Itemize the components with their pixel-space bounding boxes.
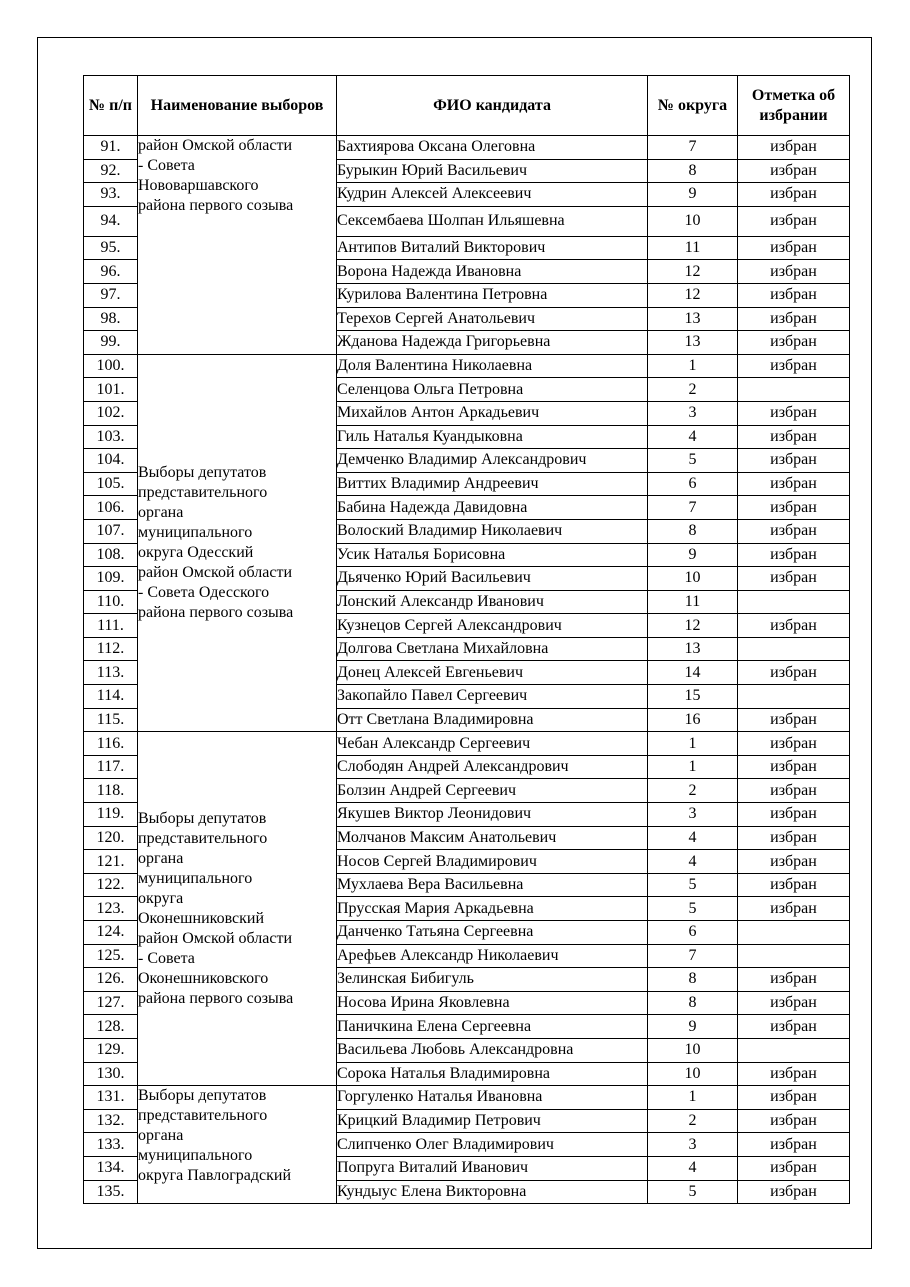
row-number: 99.: [84, 331, 138, 355]
row-number: 104.: [84, 449, 138, 473]
row-number: 125.: [84, 944, 138, 968]
row-number: 91.: [84, 136, 138, 160]
row-number: 119.: [84, 803, 138, 827]
election-name: [138, 732, 337, 1086]
row-number: 109.: [84, 567, 138, 591]
election-mark: избран: [738, 873, 850, 897]
election-mark: избран: [738, 206, 850, 236]
district-number: 3: [648, 803, 738, 827]
district-number: 13: [648, 637, 738, 661]
election-results-table: [83, 75, 850, 1204]
candidate-name: Отт Светлана Владимировна: [337, 708, 648, 732]
district-number: 2: [648, 378, 738, 402]
election-name: [138, 136, 337, 355]
district-number: 12: [648, 614, 738, 638]
district-number: 5: [648, 1180, 738, 1204]
election-name-line: Выборы депутатов: [138, 1087, 267, 1105]
district-number: 2: [648, 779, 738, 803]
candidate-name: Усик Наталья Борисовна: [337, 543, 648, 567]
district-number: 5: [648, 897, 738, 921]
candidate-name: Терехов Сергей Анатольевич: [337, 307, 648, 331]
election-mark: избран: [738, 472, 850, 496]
district-number: 9: [648, 1015, 738, 1039]
election-name-line: органа: [138, 504, 184, 521]
candidate-name: Долгова Светлана Михайловна: [337, 637, 648, 661]
election-name-line: округа: [138, 889, 184, 907]
district-number: 15: [648, 685, 738, 709]
row-number: 105.: [84, 472, 138, 496]
district-number: 1: [648, 755, 738, 779]
election-mark: избран: [738, 1015, 850, 1039]
election-mark: [738, 637, 850, 661]
candidate-name: Васильева Любовь Александровна: [337, 1038, 648, 1062]
district-number: 4: [648, 850, 738, 874]
candidate-name: Бахтиярова Оксана Олеговна: [337, 136, 648, 160]
candidate-name: Гиль Наталья Куандыковна: [337, 425, 648, 449]
election-name-line: район Омской области: [138, 137, 293, 154]
election-mark: избран: [738, 136, 850, 160]
district-number: 7: [648, 944, 738, 968]
candidate-name: Бурыкин Юрий Васильевич: [337, 159, 648, 183]
candidate-name: Селенцова Ольга Петровна: [337, 378, 648, 402]
district-number: 1: [648, 354, 738, 378]
election-mark: избран: [738, 661, 850, 685]
row-number: 117.: [84, 755, 138, 779]
candidate-name: Дьяченко Юрий Васильевич: [337, 567, 648, 591]
election-mark: избран: [738, 779, 850, 803]
row-number: 115.: [84, 708, 138, 732]
election-mark: избран: [738, 708, 850, 732]
row-number: 92.: [84, 159, 138, 183]
election-mark: избран: [738, 354, 850, 378]
district-number: 12: [648, 283, 738, 307]
row-number: 114.: [84, 685, 138, 709]
election-mark: избран: [738, 803, 850, 827]
election-name-line: муниципального: [138, 1147, 253, 1165]
candidate-name: Прусская Мария Аркадьевна: [337, 897, 648, 921]
election-mark: [738, 685, 850, 709]
row-number: 112.: [84, 637, 138, 661]
district-number: 11: [648, 236, 738, 260]
district-number: 8: [648, 519, 738, 543]
candidate-name: Носов Сергей Владимирович: [337, 850, 648, 874]
candidate-name: Кузнецов Сергей Александрович: [337, 614, 648, 638]
district-number: 4: [648, 826, 738, 850]
candidate-name: Горгуленко Наталья Ивановна: [337, 1086, 648, 1110]
row-number: 100.: [84, 354, 138, 378]
district-number: 1: [648, 1086, 738, 1110]
election-name-line: района первого созыва: [138, 197, 294, 214]
candidate-name: Якушев Виктор Леонидович: [337, 803, 648, 827]
candidate-name: Курилова Валентина Петровна: [337, 283, 648, 307]
election-mark: избран: [738, 283, 850, 307]
district-number: 9: [648, 183, 738, 207]
header-election: Наименование выборов: [138, 76, 337, 136]
row-number: 106.: [84, 496, 138, 520]
district-number: 4: [648, 425, 738, 449]
election-name-line: район Омской области: [138, 929, 293, 947]
row-number: 102.: [84, 401, 138, 425]
election-name-line: Оконешниковский: [138, 909, 265, 927]
candidate-name: Антипов Виталий Викторович: [337, 236, 648, 260]
election-mark: избран: [738, 567, 850, 591]
election-mark: избран: [738, 1109, 850, 1133]
candidate-name: Жданова Надежда Григорьевна: [337, 331, 648, 355]
candidate-name: Лонский Александр Иванович: [337, 590, 648, 614]
row-number: 107.: [84, 519, 138, 543]
candidate-name: Михайлов Антон Аркадьевич: [337, 401, 648, 425]
district-number: 5: [648, 449, 738, 473]
district-number: 13: [648, 331, 738, 355]
district-number: 4: [648, 1156, 738, 1180]
row-number: 120.: [84, 826, 138, 850]
table-header-row: [84, 76, 850, 136]
election-mark: [738, 921, 850, 945]
candidate-name: Попруга Виталий Иванович: [337, 1156, 648, 1180]
row-number: 118.: [84, 779, 138, 803]
election-mark: избран: [738, 897, 850, 921]
district-number: 8: [648, 968, 738, 992]
election-name-line: представительного: [138, 484, 268, 501]
election-name-line: органа: [138, 849, 184, 867]
district-number: 7: [648, 136, 738, 160]
row-number: 98.: [84, 307, 138, 331]
candidate-name: Болзин Андрей Сергеевич: [337, 779, 648, 803]
row-number: 103.: [84, 425, 138, 449]
district-number: 10: [648, 567, 738, 591]
election-mark: [738, 378, 850, 402]
election-mark: избран: [738, 183, 850, 207]
candidate-name: Закопайло Павел Сергеевич: [337, 685, 648, 709]
election-mark: избран: [738, 159, 850, 183]
election-mark: избран: [738, 991, 850, 1015]
district-number: 6: [648, 472, 738, 496]
election-mark: избран: [738, 449, 850, 473]
candidate-name: Демченко Владимир Александрович: [337, 449, 648, 473]
election-name-line: муниципального: [138, 524, 253, 541]
row-number: 133.: [84, 1133, 138, 1157]
election-mark: избран: [738, 496, 850, 520]
district-number: 9: [648, 543, 738, 567]
election-name: [138, 354, 337, 732]
election-mark: избран: [738, 1133, 850, 1157]
candidate-name: Мухлаева Вера Васильевна: [337, 873, 648, 897]
district-number: 11: [648, 590, 738, 614]
election-mark: избран: [738, 1062, 850, 1086]
row-number: 93.: [84, 183, 138, 207]
district-number: 2: [648, 1109, 738, 1133]
row-number: 113.: [84, 661, 138, 685]
election-mark: избран: [738, 1156, 850, 1180]
row-number: 96.: [84, 260, 138, 284]
header-district: № округа: [648, 76, 738, 136]
district-number: 13: [648, 307, 738, 331]
row-number: 108.: [84, 543, 138, 567]
candidate-name: Ворона Надежда Ивановна: [337, 260, 648, 284]
candidate-name: Виттих Владимир Андреевич: [337, 472, 648, 496]
election-name-line: представительного: [138, 829, 268, 847]
table-row: [84, 136, 850, 160]
header-mark: Отметка об избрании: [738, 76, 850, 136]
election-name-line: Выборы депутатов: [138, 464, 267, 481]
candidate-name: Зелинская Бибигуль: [337, 968, 648, 992]
table-row: [84, 732, 850, 756]
election-mark: [738, 1038, 850, 1062]
candidate-name: Носова Ирина Яковлевна: [337, 991, 648, 1015]
election-name-line: Выборы депутатов: [138, 809, 267, 827]
district-number: 3: [648, 401, 738, 425]
election-mark: избран: [738, 968, 850, 992]
row-number: 129.: [84, 1038, 138, 1062]
row-number: 134.: [84, 1156, 138, 1180]
election-name-line: - Совета: [138, 949, 195, 967]
row-number: 116.: [84, 732, 138, 756]
candidate-name: Сексембаева Шолпан Ильяшевна: [337, 206, 648, 236]
election-mark: избран: [738, 755, 850, 779]
election-mark: [738, 944, 850, 968]
election-mark: избран: [738, 260, 850, 284]
district-number: 10: [648, 206, 738, 236]
election-mark: избран: [738, 732, 850, 756]
election-mark: избран: [738, 425, 850, 449]
election-mark: избран: [738, 519, 850, 543]
election-name-line: округа Одесский: [138, 544, 254, 561]
election-mark: избран: [738, 331, 850, 355]
district-number: 14: [648, 661, 738, 685]
row-number: 110.: [84, 590, 138, 614]
election-mark: избран: [738, 543, 850, 567]
election-mark: избран: [738, 1086, 850, 1110]
header-candidate: ФИО кандидата: [337, 76, 648, 136]
candidate-name: Донец Алексей Евгеньевич: [337, 661, 648, 685]
election-mark: [738, 590, 850, 614]
candidate-name: Кундыус Елена Викторовна: [337, 1180, 648, 1204]
candidate-name: Данченко Татьяна Сергеевна: [337, 921, 648, 945]
row-number: 95.: [84, 236, 138, 260]
table-row: [84, 354, 850, 378]
election-mark: избран: [738, 401, 850, 425]
candidate-name: Чебан Александр Сергеевич: [337, 732, 648, 756]
district-number: 7: [648, 496, 738, 520]
election-name-line: Оконешниковского: [138, 969, 269, 987]
candidate-name: Молчанов Максим Анатольевич: [337, 826, 648, 850]
election-name-line: район Омской области: [138, 564, 293, 581]
election-name-line: района первого созыва: [138, 989, 294, 1007]
district-number: 8: [648, 991, 738, 1015]
candidate-name: Паничкина Елена Сергеевна: [337, 1015, 648, 1039]
row-number: 94.: [84, 206, 138, 236]
election-name: [138, 1086, 337, 1204]
table-row: [84, 1086, 850, 1110]
district-number: 12: [648, 260, 738, 284]
election-mark: избран: [738, 614, 850, 638]
election-mark: избран: [738, 850, 850, 874]
district-number: 5: [648, 873, 738, 897]
election-name-line: округа Павлоградский: [138, 1167, 292, 1185]
election-mark: избран: [738, 236, 850, 260]
header-number: № п/п: [84, 76, 138, 136]
district-number: 6: [648, 921, 738, 945]
candidate-name: Арефьев Александр Николаевич: [337, 944, 648, 968]
row-number: 132.: [84, 1109, 138, 1133]
row-number: 111.: [84, 614, 138, 638]
candidate-name: Крицкий Владимир Петрович: [337, 1109, 648, 1133]
row-number: 97.: [84, 283, 138, 307]
table-body: [84, 136, 850, 1204]
candidate-name: Кудрин Алексей Алексеевич: [337, 183, 648, 207]
candidate-name: Бабина Надежда Давидовна: [337, 496, 648, 520]
district-number: 10: [648, 1038, 738, 1062]
row-number: 124.: [84, 921, 138, 945]
election-name-line: муниципального: [138, 869, 253, 887]
district-number: 3: [648, 1133, 738, 1157]
row-number: 122.: [84, 873, 138, 897]
election-name-line: органа: [138, 1127, 184, 1145]
election-mark: избран: [738, 826, 850, 850]
election-mark: избран: [738, 307, 850, 331]
district-number: 8: [648, 159, 738, 183]
row-number: 130.: [84, 1062, 138, 1086]
election-name-line: Нововаршавского: [138, 177, 259, 194]
row-number: 131.: [84, 1086, 138, 1110]
candidate-name: Слободян Андрей Александрович: [337, 755, 648, 779]
candidate-name: Сорока Наталья Владимировна: [337, 1062, 648, 1086]
row-number: 128.: [84, 1015, 138, 1039]
row-number: 123.: [84, 897, 138, 921]
election-name-line: - Совета: [138, 157, 195, 174]
row-number: 126.: [84, 968, 138, 992]
election-mark: избран: [738, 1180, 850, 1204]
district-number: 16: [648, 708, 738, 732]
row-number: 121.: [84, 850, 138, 874]
row-number: 135.: [84, 1180, 138, 1204]
election-name-line: района первого созыва: [138, 604, 294, 621]
row-number: 101.: [84, 378, 138, 402]
candidate-name: Доля Валентина Николаевна: [337, 354, 648, 378]
candidate-name: Слипченко Олег Владимирович: [337, 1133, 648, 1157]
candidate-name: Волоский Владимир Николаевич: [337, 519, 648, 543]
district-number: 10: [648, 1062, 738, 1086]
row-number: 127.: [84, 991, 138, 1015]
election-name-line: представительного: [138, 1107, 268, 1125]
district-number: 1: [648, 732, 738, 756]
election-name-line: - Совета Одесского: [138, 584, 270, 601]
